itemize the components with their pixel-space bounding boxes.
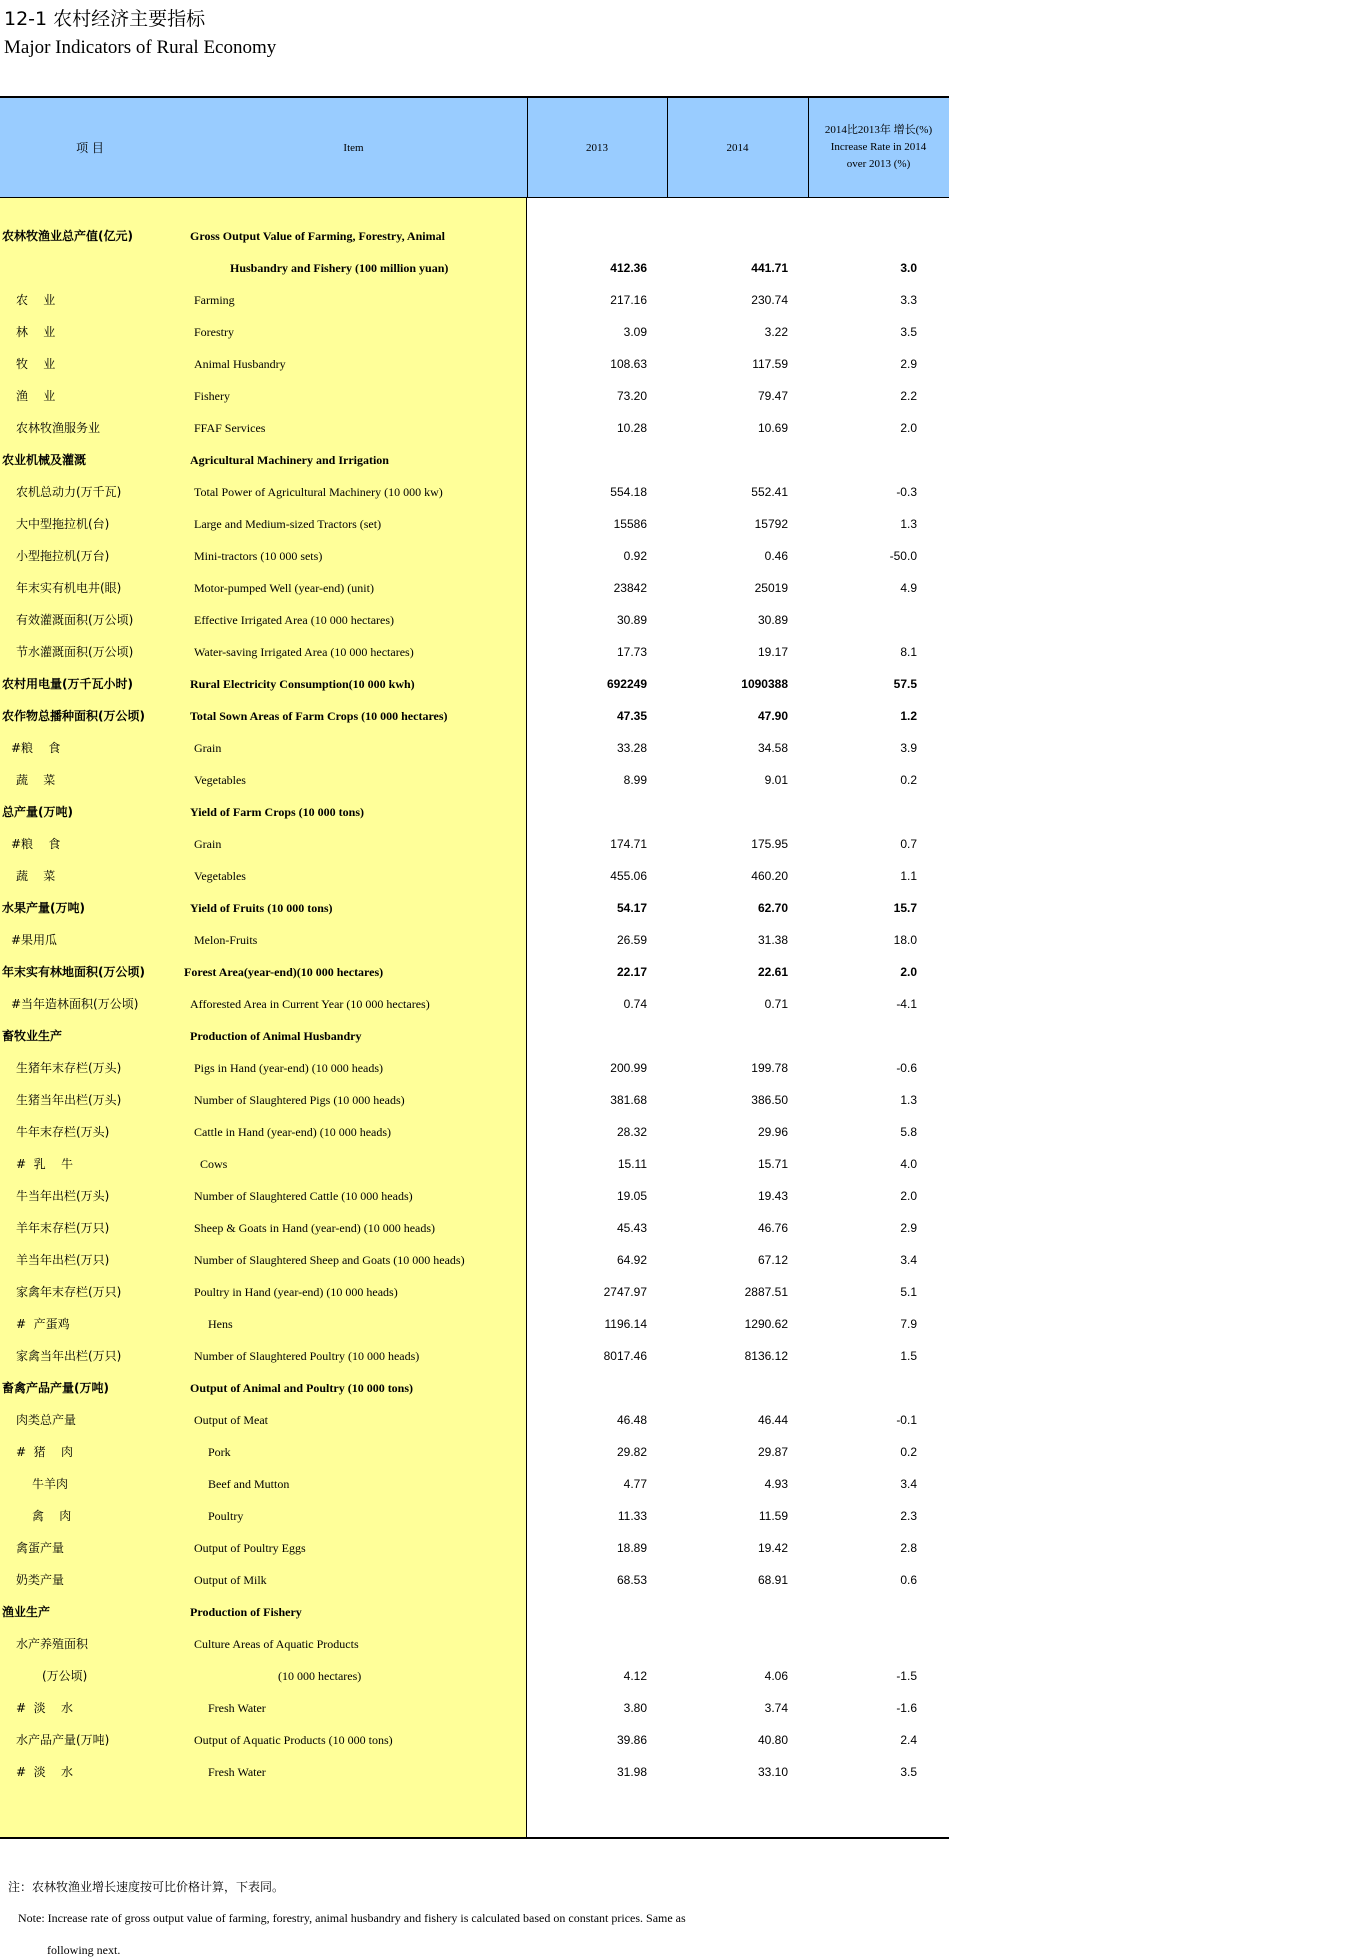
row-label-cn: 渔业生产 [2,1605,51,1619]
value-increase: -1.6 [896,1701,917,1715]
value-increase: -50.0 [889,549,917,563]
row-label-cn: 年末实有机电井(眼) [16,581,122,595]
row-label-cn: 农林牧渔服务业 [16,421,101,435]
row-label-en: Fishery [194,389,230,403]
value-2013: 31.98 [616,1765,647,1779]
row-label-en: Number of Slaughtered Pigs (10 000 heads) [194,1093,405,1107]
row-label-cn: 农村用电量(万千瓦小时) [2,677,133,691]
table-row [0,1052,949,1084]
table-row [0,316,949,348]
row-label-en: Pork [208,1445,231,1459]
value-increase: 0.7 [900,837,917,851]
indicators-table [0,96,949,1839]
value-increase: 3.9 [900,741,917,755]
table-row [0,700,949,732]
value-2014: 19.17 [757,645,788,659]
value-2014: 3.22 [764,325,788,339]
table-row [0,380,949,412]
value-increase: 1.5 [900,1349,917,1363]
value-2013: 0.74 [623,997,647,1011]
row-label-en: Output of Animal and Poultry (10 000 tons) [190,1381,414,1395]
table-row [0,604,949,636]
value-2014: 11.59 [758,1509,788,1523]
value-increase: -0.3 [896,485,917,499]
row-label-cn: 林 业 [16,325,56,339]
value-2014: 1090388 [741,677,788,691]
value-increase: 2.4 [900,1733,917,1747]
table-row [0,284,949,316]
row-label-en: Melon-Fruits [194,933,258,947]
value-2014: 199.78 [751,1061,788,1075]
row-label-en: Rural Electricity Consumption(10 000 kwh) [190,677,415,691]
row-label-en: Poultry [208,1509,244,1523]
value-2013: 4.12 [623,1669,647,1683]
row-label-en: Fresh Water [208,1765,266,1779]
row-label-cn: 畜禽产品产量(万吨) [2,1381,109,1395]
row-label-cn: 小型拖拉机(万台) [16,549,110,563]
table-row [0,1532,949,1564]
row-label-en: Cows [200,1157,228,1171]
value-increase: 5.8 [900,1125,917,1139]
value-2013: 3.80 [623,1701,647,1715]
value-2013: 19.05 [616,1189,647,1203]
value-2013: 10.28 [616,421,647,435]
value-2013: 15.11 [617,1157,647,1171]
value-2013: 22.17 [616,965,647,979]
row-label-cn: 渔 业 [16,389,56,403]
header-item-cn: 项 目 [76,141,104,155]
value-increase: -0.1 [896,1413,917,1427]
value-2013: 3.09 [623,325,647,339]
table-row [0,1628,949,1660]
value-2014: 19.42 [757,1541,788,1555]
table-row [0,1468,949,1500]
header-divider [527,98,528,197]
value-2014: 230.74 [751,293,788,307]
page-title-cn: 12-1 农村经济主要指标 [4,8,206,30]
value-2013: 0.92 [623,549,647,563]
row-label-cn: 农林牧渔业总产值(亿元) [2,229,133,243]
value-2014: 386.50 [751,1093,788,1107]
value-2014: 1290.62 [744,1317,788,1331]
value-increase: 15.7 [893,901,917,915]
row-label-cn: 农 业 [16,293,56,307]
value-2014: 29.96 [757,1125,788,1139]
table-row [0,252,949,284]
value-2013: 8.99 [623,773,647,787]
row-label-cn: 农机总动力(万千瓦) [16,485,122,499]
row-label-en: Vegetables [194,773,246,787]
value-2013: 39.86 [616,1733,647,1747]
table-row [0,220,949,252]
footnote-en-continued: following next. [47,1943,121,1957]
table-row [0,1116,949,1148]
header-2013: 2013 [586,141,608,154]
row-label-en: Number of Slaughtered Cattle (10 000 heads) [194,1189,413,1203]
value-increase: 4.9 [900,581,917,595]
table-row [0,764,949,796]
value-increase: -0.6 [896,1061,917,1075]
row-label-cn: # 乳 牛 [16,1157,73,1171]
row-label-cn: 有效灌溉面积(万公顷) [16,613,134,627]
value-2014: 15.71 [757,1157,788,1171]
value-2014: 25019 [754,581,788,595]
value-2013: 15586 [613,517,647,531]
row-label-en: Poultry in Hand (year-end) (10 000 heads) [194,1285,398,1299]
row-label-cn: # 淡 水 [16,1701,73,1715]
row-label-cn: 牛年末存栏(万头) [16,1125,110,1139]
row-label-cn: 奶类产量 [16,1573,65,1587]
value-2013: 108.63 [610,357,647,371]
footnote-cn: 注：农林牧渔业增长速度按可比价格计算，下表同。 [8,1880,285,1894]
value-2013: 1196.14 [604,1317,647,1331]
row-label-cn: 水产品产量(万吨) [16,1733,110,1747]
row-label-cn: #粮 食 [11,837,61,851]
table-row [0,412,949,444]
table-row [0,1724,949,1756]
value-2013: 11.33 [617,1509,647,1523]
table-row [0,1436,949,1468]
value-2013: 46.48 [616,1413,647,1427]
value-increase: 3.4 [900,1477,917,1491]
value-2014: 0.46 [764,549,788,563]
row-label-en: Total Sown Areas of Farm Crops (10 000 hectares) [190,709,448,723]
value-2014: 79.47 [757,389,788,403]
value-increase: 1.3 [900,1093,917,1107]
row-label-en: Agricultural Machinery and Irrigation [190,453,389,467]
header-divider [808,98,809,197]
value-2013: 28.32 [616,1125,647,1139]
row-label-cn: # 淡 水 [16,1765,73,1779]
value-2013: 692249 [606,677,647,691]
row-label-en: Grain [194,837,222,851]
value-2014: 3.74 [764,1701,788,1715]
table-row [0,796,949,828]
value-increase: 3.4 [900,1253,917,1267]
row-label-en: FFAF Services [194,421,266,435]
row-label-cn: 水产养殖面积 [16,1637,89,1651]
table-row [0,1020,949,1052]
header-increase: 2014比2013年 增长(%) Increase Rate in 2014 over 2013 (%) [824,124,933,170]
row-label-en: Animal Husbandry [194,357,286,371]
row-label-en: Sheep & Goats in Hand (year-end) (10 000 heads) [194,1221,436,1235]
row-label-en: Motor-pumped Well (year-end) (unit) [194,581,374,595]
row-label-en: Output of Poultry Eggs [194,1541,306,1555]
header-2014: 2014 [726,141,749,154]
footnote-en: Note: Increase rate of gross output value of farming, forestry, animal husbandry and fishery is calculated based on constant prices. Same as [18,1911,686,1925]
value-increase: 1.1 [900,869,917,883]
row-label-en: Production of Animal Husbandry [190,1029,362,1043]
value-increase: -4.1 [896,997,917,1011]
value-increase: 2.8 [900,1541,917,1555]
row-label-en: Output of Meat [194,1413,268,1427]
table-row [0,508,949,540]
value-2014: 29.87 [757,1445,788,1459]
row-label-cn: # 产蛋鸡 [16,1317,70,1331]
value-2013: 381.68 [610,1093,647,1107]
value-2014: 62.70 [757,901,788,915]
value-2013: 68.53 [616,1573,647,1587]
table-row [0,1372,949,1404]
row-label-cn: 家禽年末存栏(万只) [16,1285,122,1299]
table-row [0,572,949,604]
value-increase: 0.2 [900,1445,917,1459]
row-label-en: Vegetables [194,869,246,883]
row-label-cn: 蔬 菜 [16,773,56,787]
row-label-en: Beef and Mutton [208,1477,290,1491]
value-2014: 9.01 [764,773,788,787]
table-header [0,96,949,198]
value-increase: 2.0 [900,965,917,979]
value-increase: 2.9 [900,357,917,371]
row-label-en: Yield of Fruits (10 000 tons) [190,901,333,915]
table-row [0,1276,949,1308]
value-2014: 47.90 [757,709,788,723]
row-label-cn: 蔬 菜 [16,869,56,883]
value-increase: 3.0 [900,261,917,275]
header-divider [667,98,668,197]
value-2013: 26.59 [616,933,647,947]
table-row [0,1756,949,1788]
table-row [0,1660,949,1692]
row-label-cn: 羊年末存栏(万只) [16,1221,110,1235]
row-label-en: Mini-tractors (10 000 sets) [194,549,323,563]
table-row [0,1564,949,1596]
row-label-cn: 节水灌溉面积(万公顷) [16,645,134,659]
value-2013: 29.82 [616,1445,647,1459]
row-label-en: Cattle in Hand (year-end) (10 000 heads) [194,1125,392,1139]
value-2013: 200.99 [610,1061,647,1075]
value-2014: 22.61 [757,965,788,979]
row-label-en: Pigs in Hand (year-end) (10 000 heads) [194,1061,384,1075]
row-label-cn: 家禽当年出栏(万只) [16,1349,122,1363]
table-row [0,988,949,1020]
row-label-en: Number of Slaughtered Sheep and Goats (10 000 heads) [194,1253,465,1267]
table-row [0,1244,949,1276]
value-increase: 5.1 [900,1285,917,1299]
row-label-cn: 大中型拖拉机(台) [16,517,110,531]
row-label-en: Forestry [194,325,234,339]
value-2014: 19.43 [757,1189,788,1203]
row-label-en: Production of Fishery [190,1605,302,1619]
row-label-en: Output of Aquatic Products (10 000 tons) [194,1733,393,1747]
page-title-en: Major Indicators of Rural Economy [4,37,277,58]
value-2013: 174.71 [610,837,647,851]
row-label-cn: 牧 业 [16,357,56,371]
value-2014: 441.71 [751,261,788,275]
row-label-cn: 生猪当年出栏(万头) [16,1093,122,1107]
row-label-cn: 禽蛋产量 [16,1541,65,1555]
table-row [0,1340,949,1372]
value-2014: 15792 [754,517,788,531]
table-row [0,1596,949,1628]
value-increase: 2.0 [900,421,917,435]
value-2014: 175.95 [751,837,788,851]
value-increase: 0.2 [900,773,917,787]
value-2014: 67.12 [757,1253,788,1267]
row-label-en: Total Power of Agricultural Machinery (10 000 kw) [194,485,443,499]
table-row [0,444,949,476]
value-2013: 54.17 [616,901,647,915]
table-row [0,636,949,668]
row-label-cn: 水果产量(万吨) [2,901,85,915]
value-increase: 2.0 [900,1189,917,1203]
table-row [0,732,949,764]
row-label-cn: 畜牧业生产 [2,1029,63,1043]
value-2013: 455.06 [610,869,647,883]
row-label-en: Grain [194,741,222,755]
table-row [0,1500,949,1532]
value-2014: 68.91 [757,1573,788,1587]
row-label-en: Water-saving Irrigated Area (10 000 hectares) [194,645,414,659]
value-increase: 0.6 [900,1573,917,1587]
value-increase: 3.5 [900,1765,917,1779]
table-row [0,892,949,924]
table-body [0,198,949,1839]
row-label-en: Husbandry and Fishery (100 million yuan) [230,261,449,275]
row-label-en: Afforested Area in Current Year (10 000 hectares) [190,997,430,1011]
table-row [0,956,949,988]
table-row [0,1148,949,1180]
table-row [0,1180,949,1212]
value-increase: 57.5 [893,677,917,691]
value-2014: 31.38 [757,933,788,947]
row-label-cn: 羊当年出栏(万只) [16,1253,110,1267]
table-row [0,540,949,572]
row-label-en: Gross Output Value of Farming, Forestry, Animal [190,229,445,243]
table-row [0,1212,949,1244]
row-label-cn: 年末实有林地面积(万公顷) [2,965,145,979]
row-label-en: (10 000 hectares) [278,1669,362,1683]
value-2014: 46.44 [757,1413,788,1427]
table-row [0,924,949,956]
value-2013: 45.43 [616,1221,647,1235]
row-label-en: Forest Area(year-end)(10 000 hectares) [184,965,384,979]
value-2013: 2747.97 [603,1285,647,1299]
row-label-cn: 牛当年出栏(万头) [16,1189,110,1203]
value-2014: 46.76 [757,1221,788,1235]
value-increase: 1.2 [900,709,917,723]
table-row [0,348,949,380]
row-label-cn: 总产量(万吨) [2,805,73,819]
table-row [0,828,949,860]
value-2014: 552.41 [751,485,788,499]
value-2013: 64.92 [616,1253,647,1267]
value-2014: 10.69 [757,421,788,435]
value-increase: 8.1 [900,645,917,659]
row-label-en: Yield of Farm Crops (10 000 tons) [190,805,364,819]
value-2013: 33.28 [616,741,647,755]
value-2014: 4.06 [764,1669,788,1683]
row-label-cn: 农作物总播种面积(万公顷) [2,709,145,723]
value-2013: 47.35 [616,709,647,723]
table-row [0,1084,949,1116]
row-label-cn: # 猪 肉 [16,1445,73,1459]
value-increase: 18.0 [893,933,917,947]
table-row [0,1308,949,1340]
value-2014: 34.58 [757,741,788,755]
value-2013: 8017.46 [603,1349,647,1363]
value-2013: 4.77 [623,1477,647,1491]
value-2014: 2887.51 [744,1285,788,1299]
value-2013: 73.20 [616,389,647,403]
value-2014: 40.80 [757,1733,788,1747]
value-2014: 30.89 [757,613,788,627]
value-increase: 3.5 [900,325,917,339]
value-2013: 412.36 [610,261,647,275]
table-row [0,476,949,508]
value-2013: 217.16 [610,293,647,307]
row-label-en: Output of Milk [194,1573,267,1587]
row-label-cn: #当年造林面积(万公顷) [11,997,139,1011]
row-label-cn: 禽 肉 [32,1509,72,1523]
value-2013: 554.18 [610,485,647,499]
value-increase: -1.5 [896,1669,917,1683]
value-2013: 23842 [613,581,647,595]
table-row [0,1404,949,1436]
value-increase: 2.2 [900,389,917,403]
row-label-cn: #粮 食 [11,741,61,755]
value-increase: 2.3 [900,1509,917,1523]
row-label-cn: 农业机械及灌溉 [2,453,87,467]
value-2013: 17.73 [616,645,647,659]
row-label-en: Farming [194,293,235,307]
row-label-en: Large and Medium-sized Tractors (set) [194,517,382,531]
value-2013: 18.89 [616,1541,647,1555]
row-label-cn: (万公顷) [42,1669,88,1683]
value-2013: 30.89 [616,613,647,627]
value-2014: 0.71 [764,997,788,1011]
table-row [0,668,949,700]
value-increase: 3.3 [900,293,917,307]
row-label-en: Fresh Water [208,1701,266,1715]
row-label-en: Hens [208,1317,233,1331]
value-2014: 8136.12 [744,1349,788,1363]
value-increase: 7.9 [900,1317,917,1331]
value-2014: 33.10 [757,1765,788,1779]
row-label-cn: 肉类总产量 [16,1413,77,1427]
value-2014: 460.20 [751,869,788,883]
row-label-cn: 生猪年末存栏(万头) [16,1061,122,1075]
row-label-cn: 牛羊肉 [32,1477,69,1491]
value-increase: 2.9 [900,1221,917,1235]
table-row [0,860,949,892]
row-label-cn: #果用瓜 [11,933,58,947]
value-2014: 4.93 [764,1477,788,1491]
row-label-en: Effective Irrigated Area (10 000 hectares) [194,613,395,627]
value-2014: 117.59 [752,357,788,371]
row-label-en: Culture Areas of Aquatic Products [194,1637,359,1651]
row-label-en: Number of Slaughtered Poultry (10 000 heads) [194,1349,420,1363]
table-row [0,1692,949,1724]
value-increase: 4.0 [900,1157,917,1171]
header-item-en: Item [343,141,364,154]
value-increase: 1.3 [900,517,917,531]
